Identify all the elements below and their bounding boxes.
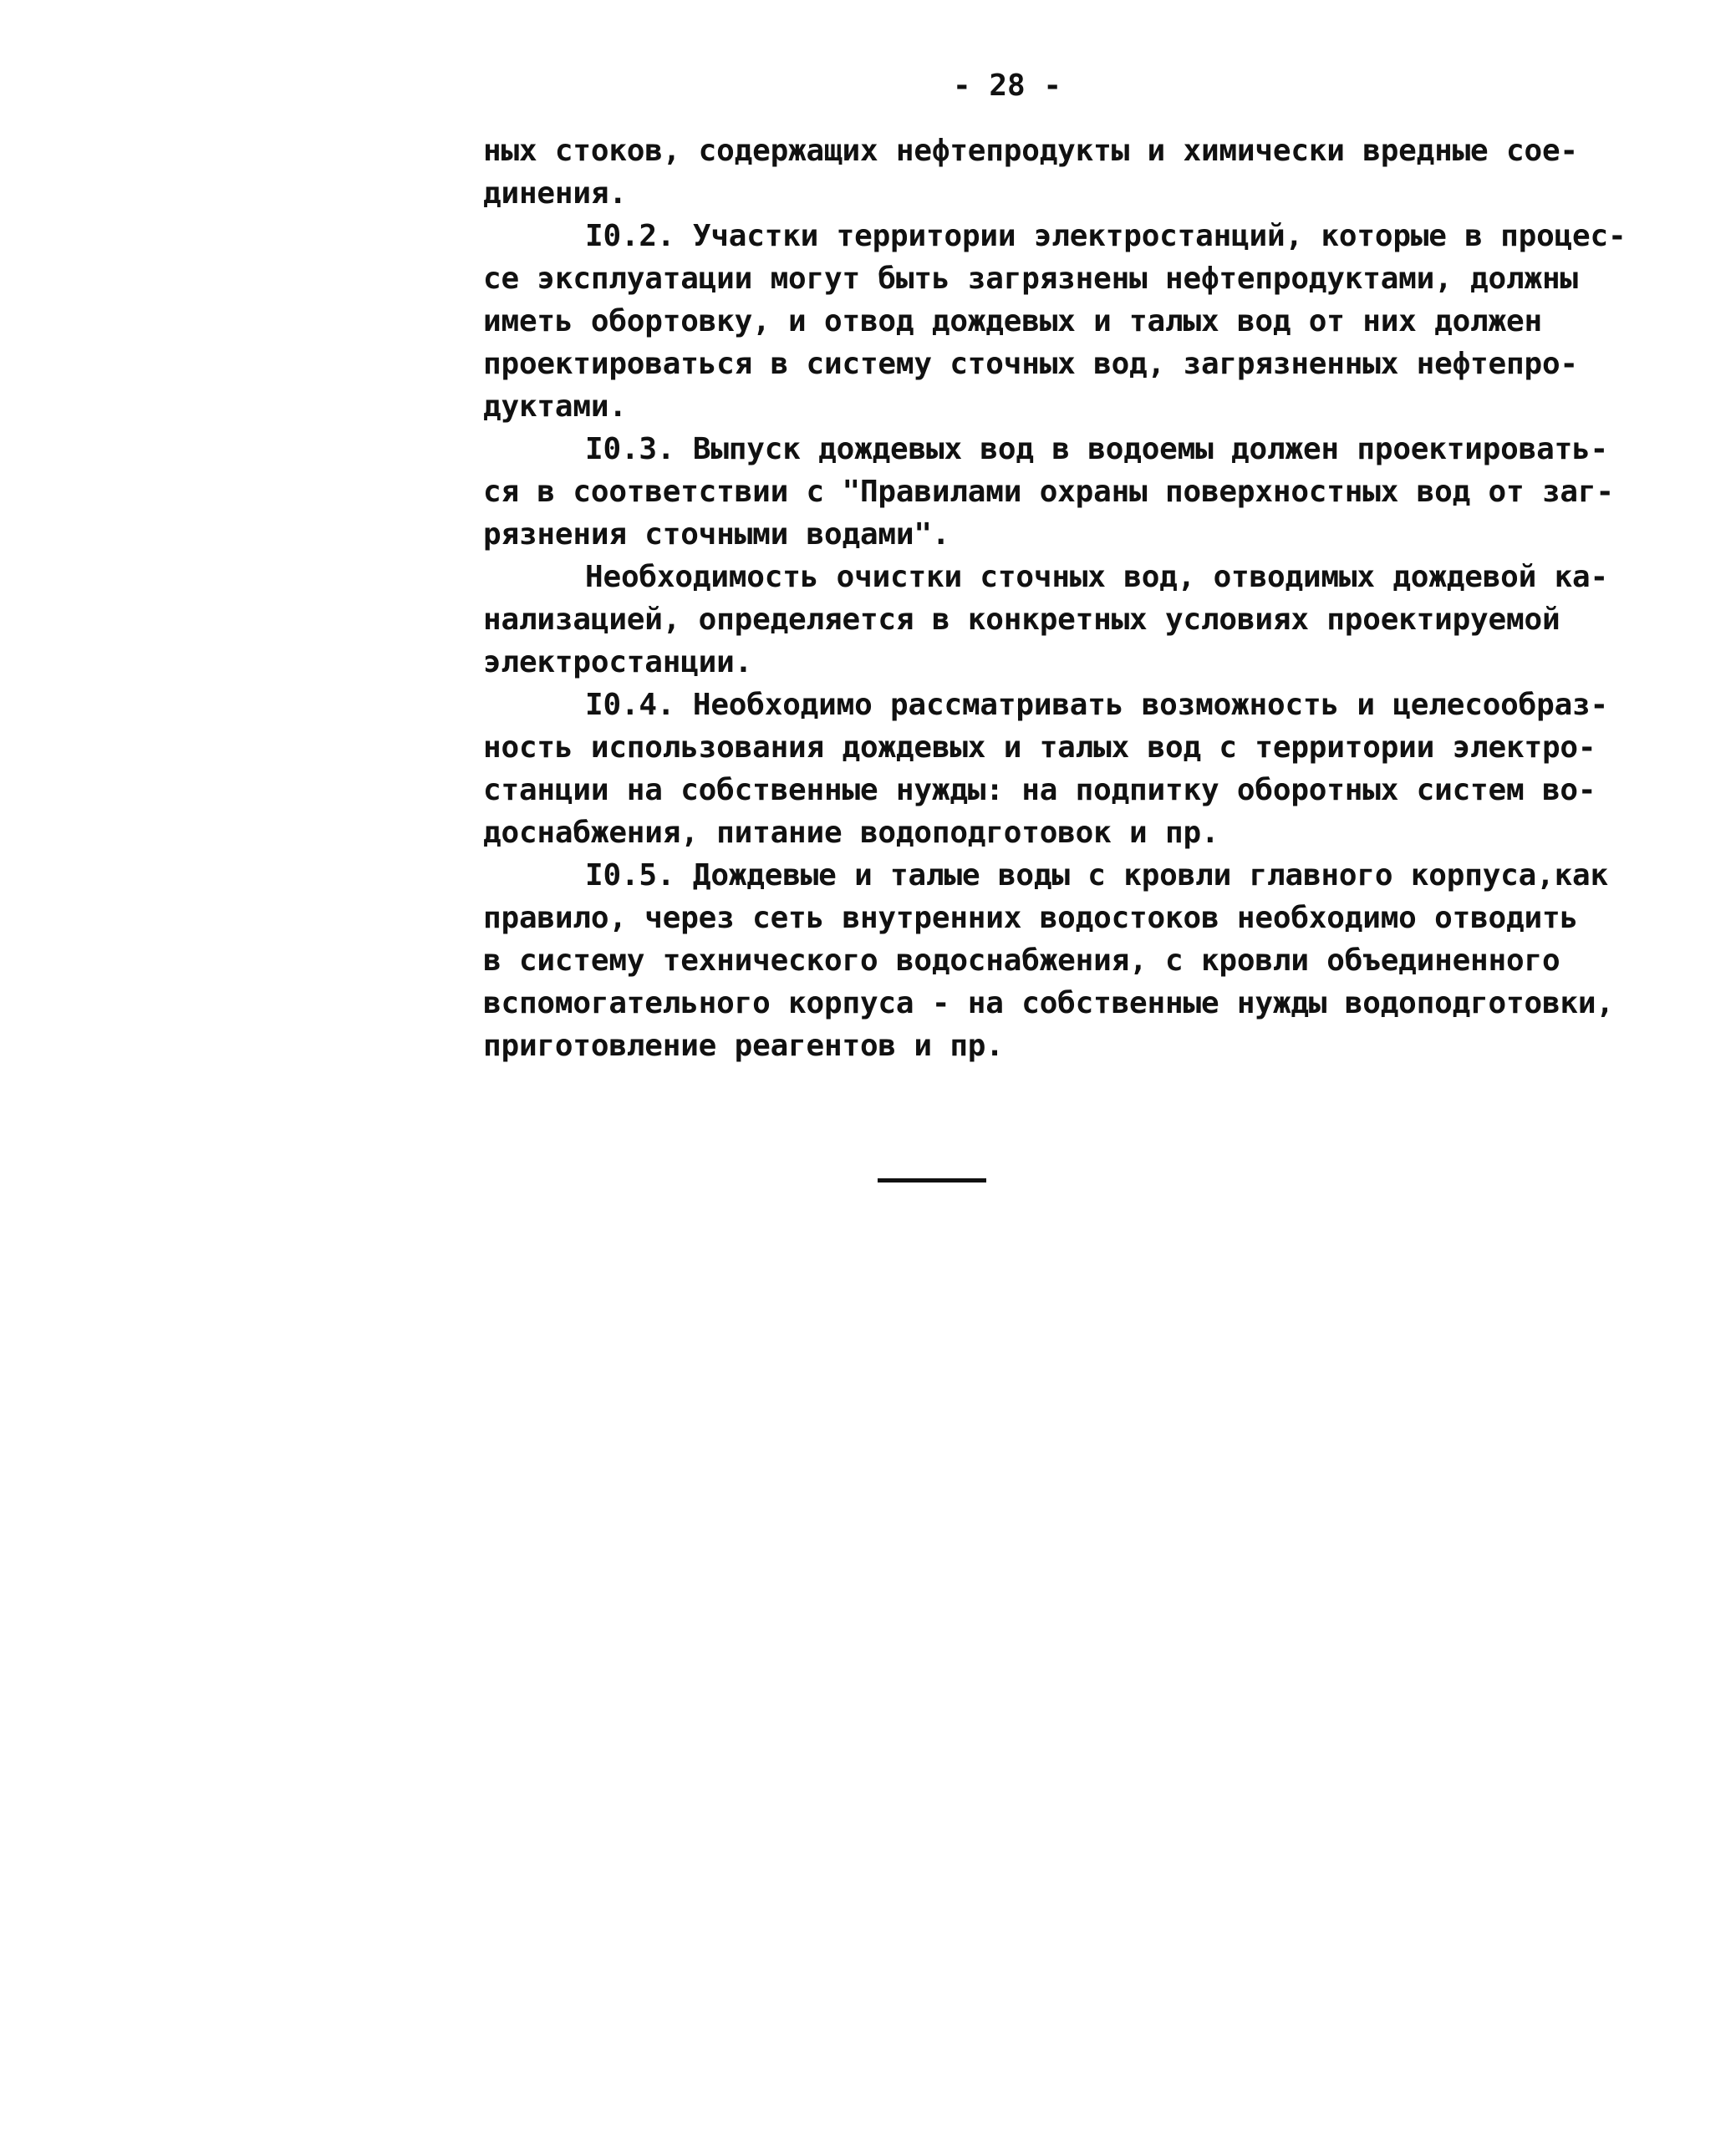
paragraph-10-2-start: I0.2. Участки территории электростанций, которые в процес- [585, 219, 1627, 253]
text-line: станции на собственные нужды: на подпитку оборотных систем во- [483, 773, 1596, 807]
text-line: рязнения сточными водами". [483, 517, 950, 552]
text-line: электростанции. [483, 645, 753, 679]
page-number: - 28 - [953, 69, 1062, 103]
text-line: проектироваться в систему сточных вод, загрязненных нефтепро- [483, 347, 1578, 381]
text-line: се эксплуатации могут быть загрязнены нефтепродуктами, должны [483, 262, 1578, 296]
paragraph-cleaning-start: Необходимость очистки сточных вод, отводимых дождевой ка- [585, 560, 1609, 594]
body-text [483, 130, 1627, 1067]
paragraph-10-5-start: I0.5. Дождевые и талые воды с кровли главного корпуса,как [585, 858, 1609, 893]
text-line: дуктами. [483, 389, 627, 424]
text-line: приготовление реагентов и пр. [483, 1029, 1004, 1063]
text-line: нализацией, определяется в конкретных условиях проектируемой [483, 603, 1560, 637]
text-line: ся в соответствии с "Правилами охраны поверхностных вод от заг- [483, 475, 1614, 509]
text-line: иметь обортовку, и отвод дождевых и талых вод от них должен [483, 304, 1542, 338]
paragraph-10-4-start: I0.4. Необходимо рассматривать возможность и целесообраз- [585, 688, 1609, 722]
text-line: динения. [483, 176, 627, 211]
text-line: доснабжения, питание водоподготовок и пр. [483, 816, 1219, 850]
text-line: ных стоков, содержащих нефтепродукты и химически вредные сое- [483, 134, 1578, 168]
text-line: в систему технического водоснабжения, с кровли объединенного [483, 943, 1560, 978]
text-line: вспомогательного корпуса - на собственные нужды водоподготовки, [483, 986, 1614, 1020]
end-of-section-rule [878, 1178, 986, 1182]
text-line: ность использования дождевых и талых вод с территории электро- [483, 730, 1596, 765]
text-line: правило, через сеть внутренних водостоков необходимо отводить [483, 901, 1578, 935]
paragraph-10-3-start: I0.3. Выпуск дождевых вод в водоемы должен проектировать- [585, 432, 1609, 466]
